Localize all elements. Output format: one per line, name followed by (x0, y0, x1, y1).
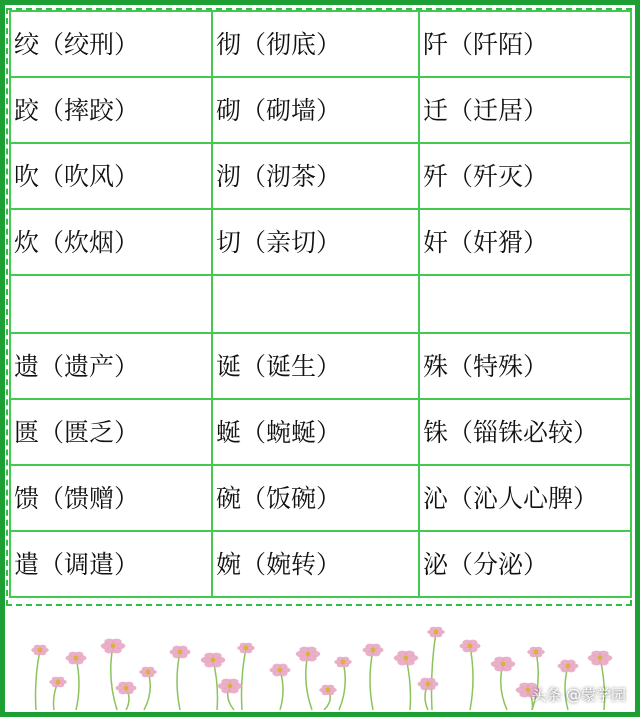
table-cell: 炊（炊烟） (10, 209, 212, 275)
table-cell: 匮（匮乏） (10, 399, 212, 465)
table-cell: 婉（婉转） (212, 531, 419, 597)
flower-icon (418, 678, 439, 710)
table-cell: 铢（锱铢必较） (419, 399, 631, 465)
table-row (10, 11, 631, 77)
flower-icon (139, 667, 157, 710)
flower-icon (31, 645, 49, 710)
flower-icon (427, 627, 445, 710)
table-cell: 碗（饭碗） (212, 465, 419, 531)
table-cell (419, 275, 631, 333)
table-row (10, 209, 631, 275)
table-cell: 遣（调遣） (10, 531, 212, 597)
table-cell: 阡（阡陌） (419, 11, 631, 77)
flower-icon (319, 685, 337, 710)
flower-icon (218, 679, 243, 710)
flower-icon (363, 644, 384, 710)
flower-icon (237, 643, 255, 710)
character-table (9, 10, 632, 598)
table-cell: 砌（砌墙） (212, 77, 419, 143)
table-cell: 馈（馈赠） (10, 465, 212, 531)
table-cell: 彻（彻底） (212, 11, 419, 77)
flower-icon (66, 652, 87, 710)
table-cell: 殊（特殊） (419, 333, 631, 399)
table-cell: 沁（沁人心脾） (419, 465, 631, 531)
flower-icon (334, 657, 352, 710)
table-cell (10, 275, 212, 333)
table-row (10, 399, 631, 465)
table-cell: 蜒（蜿蜒） (212, 399, 419, 465)
table-cell: 切（亲切） (212, 209, 419, 275)
table-cell: 沏（沏茶） (212, 143, 419, 209)
table-row-blank (10, 275, 631, 333)
table-cell: 迁（迁居） (419, 77, 631, 143)
table-cell (212, 275, 419, 333)
flower-icon (170, 646, 191, 710)
table-cell: 歼（歼灭） (419, 143, 631, 209)
table-cell: 奸（奸猾） (419, 209, 631, 275)
table-cell: 吹（吹风） (10, 143, 212, 209)
table-cell: 诞（诞生） (212, 333, 419, 399)
table-row (10, 143, 631, 209)
watermark-text: 头条 @蒙学园 (531, 686, 626, 704)
flower-icon (101, 639, 126, 710)
flower-icon (49, 677, 67, 710)
flower-icon (460, 640, 481, 710)
table-cell: 遗（遗产） (10, 333, 212, 399)
flower-icon (270, 664, 291, 710)
flower-icon (394, 651, 419, 710)
table-row (10, 77, 631, 143)
flower-icon (491, 657, 516, 710)
table-row (10, 465, 631, 531)
table-cell: 绞（绞刑） (10, 11, 212, 77)
table-row (10, 333, 631, 399)
table-row (10, 531, 631, 597)
flower-icon (296, 647, 321, 710)
table-cell: 跤（摔跤） (10, 77, 212, 143)
table-cell: 泌（分泌） (419, 531, 631, 597)
flower-icon (116, 682, 137, 710)
